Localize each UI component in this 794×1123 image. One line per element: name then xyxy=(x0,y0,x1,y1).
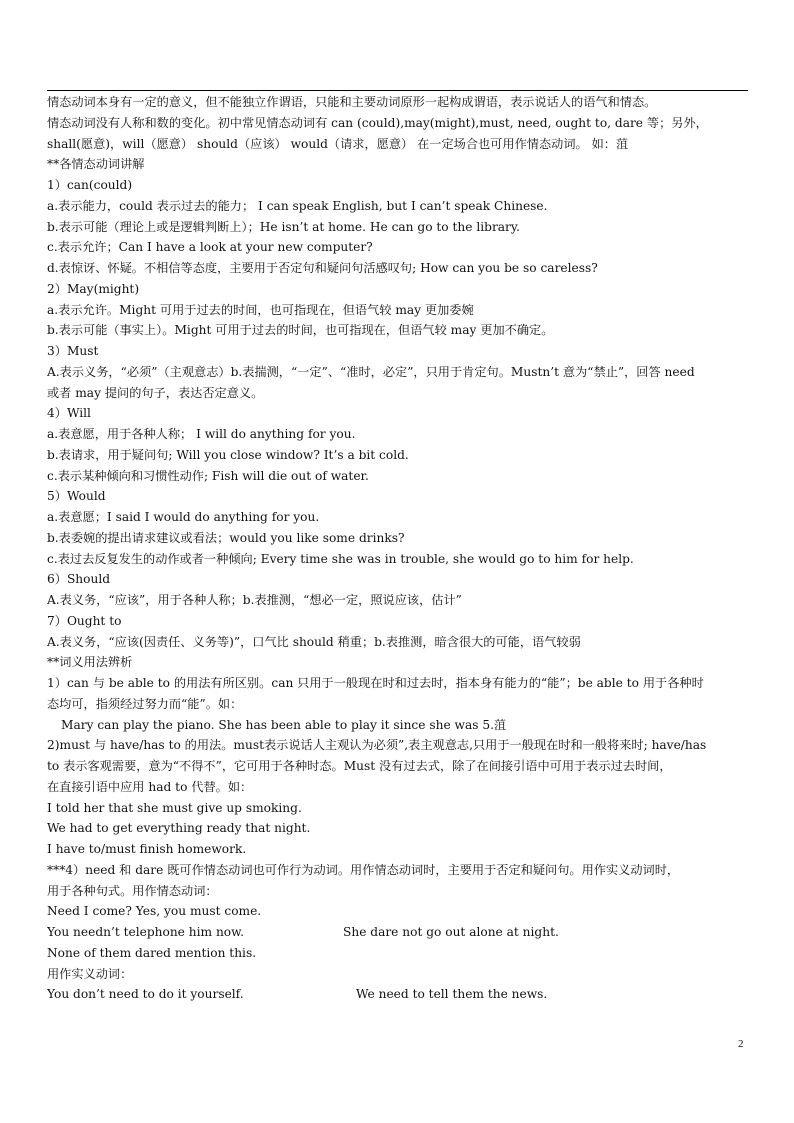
subheading: 4）Will xyxy=(47,406,91,421)
subheading: 6）Should xyxy=(47,572,111,587)
text-line: 用于各种句式。用作情态动词： xyxy=(47,883,218,898)
text-line: A.表义务，“应该(因责任、义务等)”，口气比 should 稍重；b.表推测，暗含很大的可能，语气较弱 xyxy=(47,634,581,649)
text-line: a.表意愿；I said I would do anything for you. xyxy=(47,510,320,524)
text-line: 态均可，指须经过努力而“能”。如： xyxy=(47,696,243,711)
example-sentence: I told her that she must give up smoking. xyxy=(47,800,302,815)
text-line: c.表过去反复发生的动作或者一种倾向; Every time she was in trouble, she would go to him for help. xyxy=(47,551,634,566)
example-pair-line xyxy=(47,984,750,1005)
text-line: 情态动词没有人称和数的变化。初中常见情态动词有 can (could),may(might),must, need, ought to, dare 等；另外， xyxy=(47,115,708,130)
text-line: b.表示可能（事实上）。Might 可用于过去的时间，也可指现在，但语气较 may 更加不确定。 xyxy=(47,323,554,338)
page-number: 2 xyxy=(738,1038,744,1050)
text-line: 用作实义动词： xyxy=(47,966,133,981)
header-rule xyxy=(47,90,748,91)
text-line: shall(愿意)，will（愿意） should（应该） would（请求，愿意） 在一定场合也可用作情态动词。 如：菹 xyxy=(47,136,629,151)
example-sentence: You needn’t telephone him now. xyxy=(47,925,244,939)
text-line: ***4）need 和 dare 既可作情态动词也可作行为动词。用作情态动词时，主要用于否定和疑问句。用作实义动词时， xyxy=(47,862,680,877)
text-line: A.表示义务，“必须”（主观意志）b.表揣测，“一定”、“准时，必定”，只用于肯定句。Mustn’t 意为“禁止”，回答 need xyxy=(47,364,695,379)
text-line: to 表示客观需要，意为“不得不”，它可用于各种时态。Must 没有过去式，除了在间接引语中可用于表示过去时间， xyxy=(47,759,672,773)
example-sentence: None of them dared mention this. xyxy=(47,945,257,960)
section-heading: **词义用法辨析 xyxy=(47,655,133,670)
text-line: 在直接引语中应用 had to 代替。如： xyxy=(47,779,253,794)
subheading: 1）can(could) xyxy=(47,178,133,192)
text-line: 2)must 与 have/has to 的用法。must表示说话人主观认为必须”,表主观意志,只用于一般现在时和一般将来时; have/has xyxy=(47,738,707,753)
example-sentence: Mary can play the piano. She has been able to play it since she was 5.菹 xyxy=(61,717,507,732)
subheading: 3）Must xyxy=(47,344,99,358)
section-heading: **各情态动词讲解 xyxy=(47,157,145,172)
text-line: a.表示能力，could 表示过去的能力； I can speak English, but I can’t speak Chinese. xyxy=(47,198,548,213)
text-line: b.表示可能（理论上或是逻辑判断上）；He isn’t at home. He can go to the library. xyxy=(47,219,521,234)
text-line: A.表义务，“应该”，用于各种人称；b.表推测，“想必一定，照说应该，估计” xyxy=(47,593,462,607)
example-sentence: I have to/must finish homework. xyxy=(47,842,247,856)
text-line: c.表示某种倾向和习惯性动作; Fish will die out of water. xyxy=(47,468,369,483)
text-line: a.表意愿，用于各种人称； I will do anything for you. xyxy=(47,427,356,441)
text-line: 1）can 与 be able to 的用法有所区别。can 只用于一般现在时和过去时，指本身有能力的“能”；be able to 用于各种时 xyxy=(47,676,704,690)
example-sentence: You don’t need to do it yourself. xyxy=(47,987,244,1002)
example-sentence: She dare not go out alone at night. xyxy=(343,925,559,939)
text-line: b.表委婉的提出请求建议或看法；would you like some drinks? xyxy=(47,530,405,545)
text-line: c.表示允许；Can I have a look at your new computer? xyxy=(47,240,373,255)
text-line: d.表惊讶、怀疑。不相信等态度，主要用于否定句和疑问句活感叹句; How can you be so careless? xyxy=(47,261,598,275)
example-sentence: Need I come? Yes, you must come. xyxy=(47,904,262,919)
text-line: 情态动词本身有一定的意义，但不能独立作谓语，只能和主要动词原形一起构成谓语，表示说话人的语气和情态。 xyxy=(47,95,657,109)
subheading: 5）Would xyxy=(47,489,106,504)
document-body xyxy=(47,92,750,1005)
text-line: b.表请求，用于疑问句; Will you close window? It’s a bit cold. xyxy=(47,447,409,462)
text-line: a.表示允许。Might 可用于过去的时间，也可指现在，但语气较 may 更加委婉 xyxy=(47,302,474,317)
example-sentence: We had to get everything ready that night. xyxy=(47,821,311,836)
text-line: 或者 may 提问的句子，表达否定意义。 xyxy=(47,385,264,400)
example-pair-line xyxy=(47,922,750,943)
subheading: 2）May(might) xyxy=(47,281,140,296)
subheading: 7）Ought to xyxy=(47,613,122,628)
example-sentence: We need to tell them the news. xyxy=(356,987,548,1002)
